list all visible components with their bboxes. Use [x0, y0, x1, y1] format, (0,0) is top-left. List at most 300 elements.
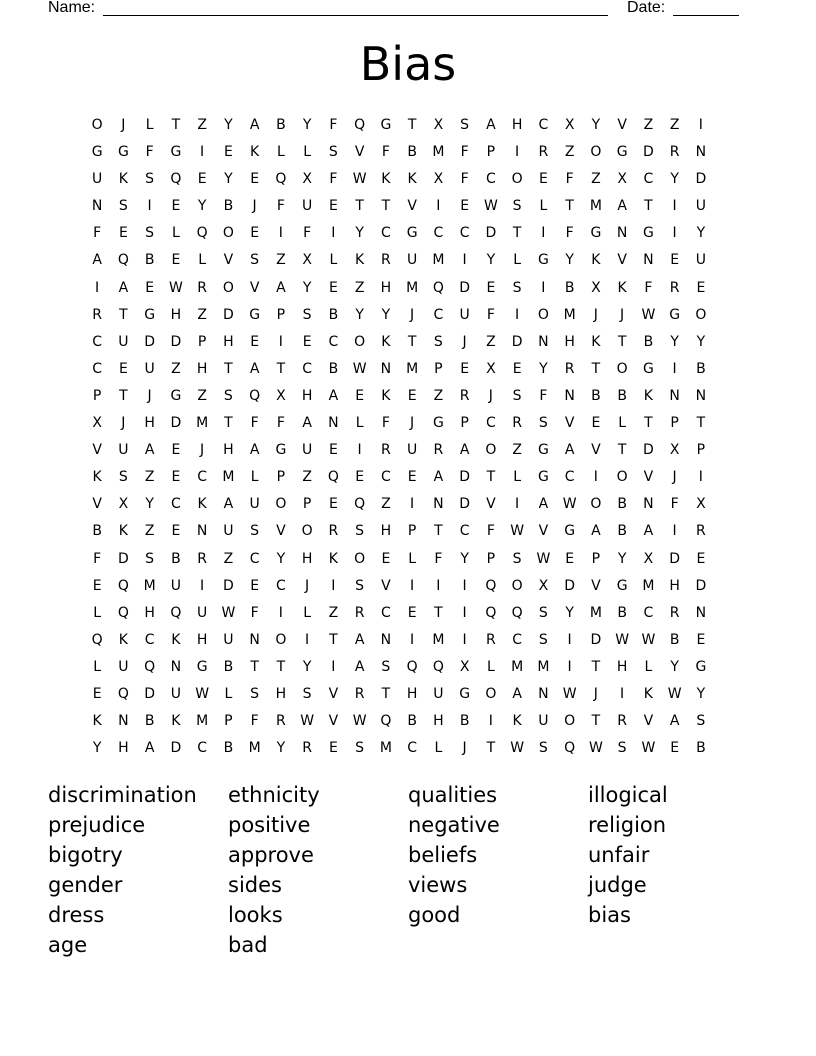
grid-letter[interactable]: R	[197, 550, 207, 567]
grid-letter[interactable]: E	[696, 279, 706, 296]
grid-letter[interactable]: C	[380, 469, 391, 486]
grid-letter[interactable]: V	[643, 713, 654, 730]
grid-letter[interactable]: A	[302, 415, 312, 432]
grid-letter[interactable]: E	[696, 631, 706, 648]
grid-letter[interactable]: Y	[302, 658, 312, 675]
grid-letter[interactable]: E	[696, 550, 706, 567]
grid-letter[interactable]: W	[168, 279, 183, 296]
grid-letter[interactable]: K	[197, 496, 207, 513]
grid-letter[interactable]: I	[462, 604, 467, 621]
grid-letter[interactable]: V	[617, 252, 627, 269]
grid-letter[interactable]: E	[565, 550, 575, 567]
grid-letter[interactable]: M	[642, 577, 655, 594]
grid-letter[interactable]: S	[355, 523, 365, 540]
grid-letter[interactable]: U	[223, 523, 234, 540]
grid-letter[interactable]: T	[617, 333, 627, 350]
grid-letter[interactable]: M	[432, 144, 445, 161]
grid-letter[interactable]: I	[672, 198, 677, 215]
grid-letter[interactable]: Y	[224, 117, 233, 133]
grid-letter[interactable]: B	[617, 523, 627, 540]
grid-letter[interactable]: N	[643, 252, 654, 269]
grid-letter[interactable]: S	[223, 387, 233, 404]
grid-letter[interactable]: R	[433, 442, 444, 459]
grid-letter[interactable]: I	[200, 144, 205, 161]
grid-letter[interactable]: W	[195, 685, 210, 702]
grid-letter[interactable]: L	[93, 604, 102, 621]
grid-letter[interactable]: S	[512, 279, 522, 296]
grid-letter[interactable]: C	[92, 333, 103, 350]
grid-letter[interactable]: Y	[670, 333, 679, 350]
grid-letter[interactable]: I	[357, 442, 362, 459]
grid-letter[interactable]: A	[276, 279, 286, 296]
grid-letter[interactable]: J	[488, 387, 493, 404]
grid-letter[interactable]: L	[303, 604, 312, 621]
grid-letter[interactable]: G	[406, 225, 418, 242]
grid-letter[interactable]: I	[410, 631, 415, 648]
grid-letter[interactable]: B	[328, 360, 339, 377]
grid-letter[interactable]: G	[170, 144, 182, 161]
grid-letter[interactable]: G	[459, 685, 471, 702]
grid-letter[interactable]: G	[196, 658, 208, 675]
grid-letter[interactable]: M	[143, 577, 156, 594]
grid-letter[interactable]: B	[223, 658, 234, 675]
grid-letter[interactable]: D	[564, 577, 576, 594]
grid-letter[interactable]: B	[591, 387, 601, 404]
grid-letter[interactable]: T	[591, 713, 601, 730]
grid-letter[interactable]: T	[565, 198, 574, 215]
grid-letter[interactable]: A	[144, 442, 155, 459]
grid-letter[interactable]: X	[433, 117, 444, 133]
grid-letter[interactable]: S	[302, 685, 312, 702]
grid-letter[interactable]: A	[354, 658, 365, 675]
grid-letter[interactable]: A	[617, 198, 627, 215]
grid-letter[interactable]: O	[616, 360, 628, 377]
grid-letter[interactable]: E	[250, 333, 260, 350]
grid-letter[interactable]: C	[380, 604, 391, 621]
grid-letter[interactable]: A	[92, 252, 102, 269]
grid-letter[interactable]: C	[92, 360, 103, 377]
grid-letter[interactable]: W	[510, 523, 525, 540]
grid-letter[interactable]: F	[93, 550, 102, 567]
grid-letter[interactable]: J	[593, 685, 598, 702]
grid-letter[interactable]: B	[92, 523, 102, 540]
grid-letter[interactable]: N	[643, 496, 654, 513]
grid-letter[interactable]: C	[170, 496, 181, 513]
grid-letter[interactable]: I	[488, 713, 493, 730]
grid-letter[interactable]: B	[564, 279, 575, 296]
grid-letter[interactable]: W	[641, 631, 656, 648]
grid-letter[interactable]: Y	[381, 306, 391, 323]
grid-letter[interactable]: E	[302, 333, 312, 350]
grid-letter[interactable]: B	[617, 387, 627, 404]
grid-letter[interactable]: E	[512, 360, 522, 377]
grid-letter[interactable]: Q	[511, 604, 523, 621]
grid-letter[interactable]: W	[221, 604, 236, 621]
grid-letter[interactable]: F	[565, 171, 574, 188]
grid-letter[interactable]: S	[328, 144, 338, 161]
grid-letter[interactable]: T	[434, 604, 443, 621]
grid-letter[interactable]: C	[407, 740, 418, 757]
grid-letter[interactable]: T	[591, 360, 601, 377]
grid-letter[interactable]: E	[118, 360, 128, 377]
grid-letter[interactable]: T	[276, 360, 286, 377]
grid-letter[interactable]: R	[381, 252, 391, 269]
grid-letter[interactable]: E	[250, 577, 260, 594]
grid-letter[interactable]: E	[328, 442, 338, 459]
grid-letter[interactable]: F	[460, 171, 469, 188]
grid-letter[interactable]: I	[462, 577, 467, 594]
grid-letter[interactable]: C	[197, 740, 208, 757]
grid-letter[interactable]: E	[171, 198, 181, 215]
grid-letter[interactable]: Q	[432, 279, 444, 296]
grid-letter[interactable]: Q	[117, 685, 129, 702]
grid-letter[interactable]: W	[667, 685, 682, 702]
grid-letter[interactable]: L	[93, 658, 102, 675]
grid-letter[interactable]: J	[200, 442, 205, 459]
grid-letter[interactable]: C	[249, 550, 260, 567]
grid-letter[interactable]: N	[564, 387, 575, 404]
grid-letter[interactable]: T	[617, 442, 627, 459]
grid-letter[interactable]: V	[643, 469, 654, 486]
grid-letter[interactable]: U	[170, 577, 181, 594]
grid-letter[interactable]: B	[643, 333, 654, 350]
grid-letter[interactable]: R	[92, 306, 102, 323]
grid-letter[interactable]: L	[303, 144, 312, 161]
grid-letter[interactable]: E	[328, 198, 338, 215]
grid-letter[interactable]: Q	[117, 604, 129, 621]
grid-letter[interactable]: F	[486, 306, 495, 323]
grid-letter[interactable]: V	[223, 252, 234, 269]
grid-letter[interactable]: Q	[485, 604, 497, 621]
grid-letter[interactable]: P	[486, 144, 496, 161]
grid-letter[interactable]: S	[250, 685, 260, 702]
grid-letter[interactable]: N	[695, 387, 707, 404]
grid-letter[interactable]: T	[171, 117, 181, 133]
grid-letter[interactable]: I	[95, 279, 100, 296]
grid-letter[interactable]: F	[565, 225, 574, 242]
grid-letter[interactable]: S	[617, 740, 627, 757]
grid-letter[interactable]: I	[278, 333, 283, 350]
grid-letter[interactable]: O	[511, 171, 523, 188]
grid-letter[interactable]: E	[328, 279, 338, 296]
grid-letter[interactable]: S	[538, 604, 548, 621]
grid-letter[interactable]: M	[432, 252, 445, 269]
grid-letter[interactable]: H	[144, 415, 155, 432]
grid-letter[interactable]: J	[620, 306, 625, 323]
grid-letter[interactable]: F	[329, 117, 338, 133]
grid-letter[interactable]: E	[591, 415, 601, 432]
grid-letter[interactable]: L	[434, 740, 443, 757]
grid-letter[interactable]: C	[328, 333, 339, 350]
grid-letter[interactable]: T	[250, 658, 259, 675]
grid-letter[interactable]: L	[329, 252, 338, 269]
grid-letter[interactable]: U	[407, 442, 418, 459]
grid-letter[interactable]: S	[145, 171, 155, 188]
grid-letter[interactable]: O	[537, 306, 549, 323]
grid-letter[interactable]: R	[669, 279, 680, 296]
grid-letter[interactable]: U	[433, 685, 444, 702]
grid-letter[interactable]: I	[698, 469, 703, 486]
grid-letter[interactable]: Y	[486, 252, 496, 269]
grid-letter[interactable]: B	[276, 117, 286, 133]
grid-letter[interactable]: D	[170, 415, 182, 432]
grid-letter[interactable]: U	[118, 442, 129, 459]
grid-letter[interactable]: K	[591, 252, 601, 269]
grid-letter[interactable]: C	[643, 604, 654, 621]
grid-letter[interactable]: D	[642, 442, 654, 459]
grid-letter[interactable]: E	[381, 550, 391, 567]
grid-letter[interactable]: Z	[276, 252, 286, 269]
grid-letter[interactable]: M	[196, 415, 209, 432]
grid-letter[interactable]: G	[380, 117, 392, 133]
grid-letter[interactable]: D	[222, 577, 234, 594]
grid-letter[interactable]: K	[643, 685, 653, 702]
grid-letter[interactable]: C	[302, 360, 313, 377]
grid-letter[interactable]: W	[352, 360, 367, 377]
grid-letter[interactable]: Z	[433, 387, 444, 404]
grid-letter[interactable]: K	[617, 279, 627, 296]
grid-letter[interactable]: F	[329, 171, 338, 188]
grid-letter[interactable]: D	[669, 550, 681, 567]
grid-letter[interactable]: B	[144, 252, 155, 269]
grid-letter[interactable]: D	[511, 333, 523, 350]
grid-letter[interactable]: Q	[170, 604, 182, 621]
grid-letter[interactable]: T	[355, 198, 364, 215]
grid-letter[interactable]: Y	[565, 252, 574, 269]
grid-letter[interactable]: I	[593, 469, 598, 486]
grid-letter[interactable]: F	[539, 387, 548, 404]
grid-letter[interactable]: E	[197, 171, 207, 188]
grid-letter[interactable]: T	[512, 225, 522, 242]
grid-letter[interactable]: R	[328, 523, 339, 540]
grid-letter[interactable]: G	[616, 144, 628, 161]
grid-letter[interactable]: C	[197, 469, 208, 486]
grid-letter[interactable]: Z	[171, 360, 181, 377]
grid-letter[interactable]: K	[591, 333, 601, 350]
grid-letter[interactable]: I	[541, 279, 546, 296]
grid-letter[interactable]: Q	[196, 225, 208, 242]
grid-letter[interactable]: C	[512, 631, 523, 648]
grid-letter[interactable]: X	[538, 577, 549, 594]
grid-letter[interactable]: B	[223, 740, 234, 757]
grid-letter[interactable]: V	[591, 577, 601, 594]
grid-letter[interactable]: B	[144, 713, 155, 730]
grid-letter[interactable]: Y	[224, 171, 233, 188]
grid-letter[interactable]: I	[331, 225, 336, 242]
grid-letter[interactable]: X	[617, 171, 627, 188]
grid-letter[interactable]: S	[118, 198, 128, 215]
grid-letter[interactable]: U	[459, 306, 470, 323]
grid-letter[interactable]: N	[669, 387, 680, 404]
grid-letter[interactable]: X	[276, 387, 286, 404]
grid-letter[interactable]: N	[249, 631, 260, 648]
grid-letter[interactable]: L	[513, 469, 522, 486]
grid-letter[interactable]: L	[250, 469, 259, 486]
grid-letter[interactable]: I	[410, 496, 415, 513]
grid-letter[interactable]: T	[329, 631, 338, 648]
grid-letter[interactable]: N	[170, 658, 182, 675]
grid-letter[interactable]: V	[92, 496, 102, 513]
grid-letter[interactable]: I	[515, 496, 520, 513]
grid-letter[interactable]: W	[641, 306, 656, 323]
grid-letter[interactable]: E	[250, 225, 260, 242]
grid-letter[interactable]: H	[223, 333, 234, 350]
grid-letter[interactable]: O	[222, 225, 234, 242]
grid-letter[interactable]: I	[278, 604, 283, 621]
grid-letter[interactable]: T	[119, 387, 128, 404]
grid-letter[interactable]: W	[641, 740, 656, 757]
grid-letter[interactable]: V	[591, 442, 601, 459]
grid-letter[interactable]: A	[354, 631, 365, 648]
grid-letter[interactable]: T	[696, 415, 706, 432]
grid-letter[interactable]: S	[355, 577, 365, 594]
grid-letter[interactable]: M	[589, 604, 602, 621]
grid-letter[interactable]: F	[250, 415, 259, 432]
grid-letter[interactable]: N	[538, 685, 549, 702]
grid-letter[interactable]: Z	[564, 144, 575, 161]
grid-letter[interactable]: R	[617, 713, 627, 730]
grid-letter[interactable]: O	[354, 550, 366, 567]
date-blank-line[interactable]	[673, 0, 739, 16]
grid-letter[interactable]: I	[331, 658, 336, 675]
grid-letter[interactable]: S	[696, 713, 706, 730]
grid-letter[interactable]: L	[618, 415, 627, 432]
grid-letter[interactable]: P	[434, 360, 443, 377]
grid-letter[interactable]: A	[459, 442, 470, 459]
grid-letter[interactable]: B	[171, 550, 181, 567]
grid-letter[interactable]: J	[252, 198, 257, 215]
grid-letter[interactable]: X	[302, 252, 312, 269]
grid-letter[interactable]: I	[515, 144, 520, 161]
grid-letter[interactable]: A	[223, 496, 234, 513]
grid-letter[interactable]: H	[616, 658, 628, 675]
grid-letter[interactable]: T	[381, 198, 391, 215]
grid-letter[interactable]: K	[407, 171, 417, 188]
grid-letter[interactable]: S	[538, 740, 548, 757]
grid-letter[interactable]: I	[672, 360, 677, 377]
grid-letter[interactable]: A	[433, 469, 444, 486]
grid-letter[interactable]: R	[696, 523, 706, 540]
grid-letter[interactable]: Y	[302, 279, 312, 296]
grid-letter[interactable]: A	[512, 685, 522, 702]
grid-letter[interactable]: H	[118, 740, 129, 757]
grid-letter[interactable]: F	[460, 144, 469, 161]
grid-letter[interactable]: M	[511, 658, 524, 675]
grid-letter[interactable]: I	[672, 523, 677, 540]
grid-letter[interactable]: S	[118, 469, 128, 486]
grid-letter[interactable]: A	[249, 360, 260, 377]
grid-letter[interactable]: M	[196, 713, 209, 730]
grid-letter[interactable]: C	[485, 415, 496, 432]
grid-letter[interactable]: Y	[617, 550, 627, 567]
grid-letter[interactable]: Q	[117, 577, 129, 594]
grid-letter[interactable]: J	[462, 740, 467, 757]
grid-letter[interactable]: Q	[275, 171, 287, 188]
grid-letter[interactable]: Z	[591, 171, 601, 188]
grid-letter[interactable]: W	[536, 550, 551, 567]
grid-letter[interactable]: L	[644, 658, 653, 675]
grid-letter[interactable]: F	[434, 550, 443, 567]
grid-letter[interactable]: J	[121, 415, 126, 432]
grid-letter[interactable]: V	[249, 279, 260, 296]
grid-letter[interactable]: R	[276, 713, 286, 730]
grid-letter[interactable]: S	[355, 740, 365, 757]
grid-letter[interactable]: I	[305, 631, 310, 648]
grid-letter[interactable]: R	[512, 415, 522, 432]
grid-letter[interactable]: S	[460, 117, 470, 133]
grid-letter[interactable]: A	[328, 387, 339, 404]
grid-letter[interactable]: P	[224, 713, 233, 730]
grid-letter[interactable]: T	[224, 415, 233, 432]
grid-letter[interactable]: S	[433, 333, 443, 350]
grid-letter[interactable]: Y	[197, 198, 207, 215]
grid-letter[interactable]: B	[407, 713, 417, 730]
grid-letter[interactable]: J	[410, 415, 415, 432]
grid-letter[interactable]: D	[170, 740, 182, 757]
grid-letter[interactable]: U	[407, 252, 418, 269]
grid-letter[interactable]: B	[617, 604, 627, 621]
name-blank-line[interactable]	[103, 0, 608, 16]
grid-letter[interactable]: Q	[117, 252, 129, 269]
grid-letter[interactable]: G	[170, 387, 182, 404]
grid-letter[interactable]: Z	[197, 306, 207, 323]
grid-letter[interactable]: W	[300, 713, 315, 730]
grid-letter[interactable]: X	[486, 360, 496, 377]
grid-letter[interactable]: A	[564, 442, 575, 459]
grid-letter[interactable]: Y	[696, 685, 706, 702]
grid-letter[interactable]: U	[695, 252, 706, 269]
grid-letter[interactable]: G	[275, 442, 287, 459]
grid-letter[interactable]: Z	[144, 469, 155, 486]
grid-letter[interactable]: W	[352, 713, 367, 730]
grid-letter[interactable]: E	[670, 252, 680, 269]
grid-letter[interactable]: K	[355, 252, 365, 269]
grid-letter[interactable]: U	[302, 442, 313, 459]
grid-letter[interactable]: G	[249, 306, 261, 323]
grid-letter[interactable]: O	[616, 469, 628, 486]
grid-letter[interactable]: N	[328, 415, 339, 432]
grid-letter[interactable]: B	[223, 198, 234, 215]
grid-letter[interactable]: E	[407, 604, 417, 621]
grid-letter[interactable]: W	[510, 740, 525, 757]
grid-letter[interactable]: M	[563, 306, 576, 323]
grid-letter[interactable]: I	[515, 306, 520, 323]
grid-letter[interactable]: K	[171, 713, 181, 730]
grid-letter[interactable]: D	[170, 333, 182, 350]
grid-letter[interactable]: S	[512, 550, 522, 567]
grid-letter[interactable]: Y	[591, 117, 601, 133]
grid-letter[interactable]: E	[171, 252, 181, 269]
grid-letter[interactable]: E	[171, 523, 181, 540]
grid-letter[interactable]: W	[562, 496, 577, 513]
grid-letter[interactable]: I	[436, 198, 441, 215]
grid-letter[interactable]: G	[144, 306, 156, 323]
grid-letter[interactable]: H	[144, 604, 155, 621]
grid-letter[interactable]: E	[250, 171, 260, 188]
grid-letter[interactable]: X	[643, 550, 654, 567]
grid-letter[interactable]: G	[537, 469, 549, 486]
grid-letter[interactable]: R	[354, 604, 365, 621]
grid-letter[interactable]: T	[381, 685, 391, 702]
grid-letter[interactable]: P	[591, 550, 601, 567]
grid-letter[interactable]: R	[669, 144, 680, 161]
grid-letter[interactable]: H	[170, 306, 182, 323]
grid-letter[interactable]: N	[91, 198, 103, 215]
grid-letter[interactable]: L	[408, 550, 417, 567]
grid-letter[interactable]: G	[642, 360, 654, 377]
grid-letter[interactable]: E	[407, 469, 417, 486]
grid-letter[interactable]: H	[511, 117, 523, 133]
